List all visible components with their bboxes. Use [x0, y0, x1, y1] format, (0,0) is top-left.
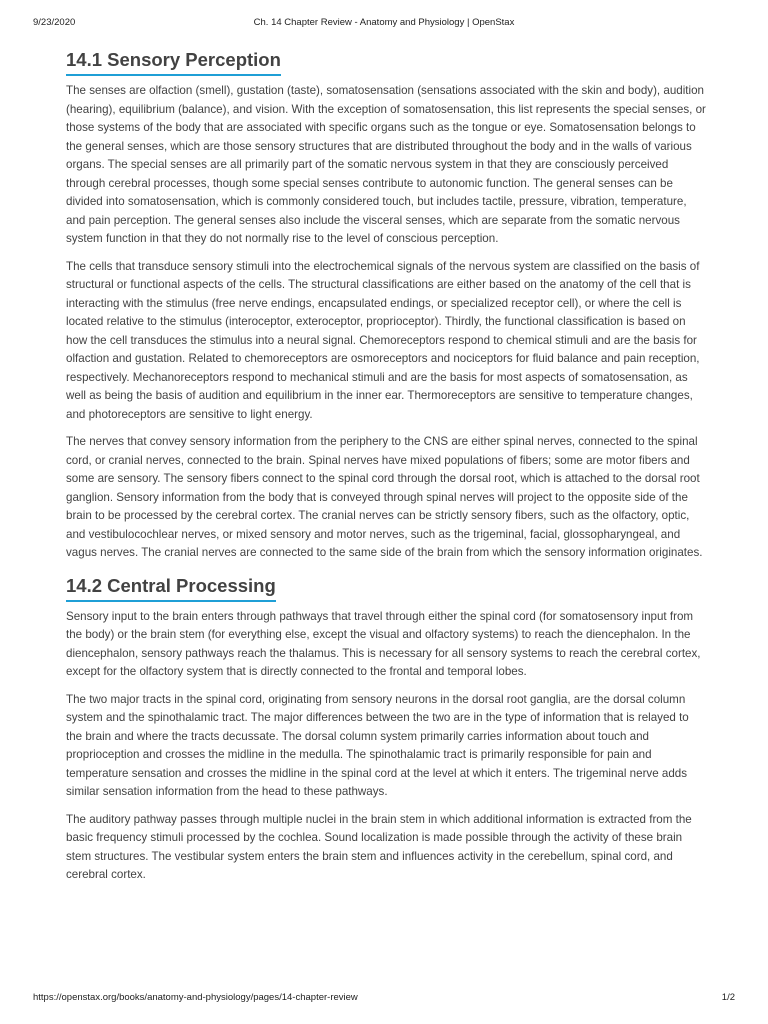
print-document-title: Ch. 14 Chapter Review - Anatomy and Physiology | OpenStax: [253, 17, 515, 28]
section-sensory-perception: [66, 47, 706, 563]
section-heading-link[interactable]: 14.1 Sensory Perception: [66, 47, 281, 76]
section-heading: [66, 47, 706, 76]
print-footer: [33, 992, 735, 1006]
page-number: 1/2: [721, 992, 735, 1003]
paragraph: The nerves that convey sensory information from the periphery to the CNS are either spinal nerves, connected to the spinal cord, or cranial nerves, connected to the brain. Spinal nerves have mixed populations of fibers; some are motor fibers and some are sensory. The sensory fibers connect to the spinal cord through the dorsal root, which is attached to the dorsal root ganglion. Sensory information from the body that is conveyed through spinal nerves will project to the opposite side of the brain to be processed by the cerebral cortex. The cranial nerves can be strictly sensory fibers, such as the olfactory, optic, and vestibulocochlear nerves, or mixed sensory and motor nerves, such as the trigeminal, facial, glossopharyngeal, and vagus nerves. The cranial nerves are connected to the same side of the brain from which the sensory information originates.: [66, 435, 703, 559]
paragraph: The two major tracts in the spinal cord, originating from sensory neurons in the dorsal root ganglia, are the dorsal column system and the spinothalamic tract. The major differences between the two are in the type of information that is relayed to the brain and where the tracts decussate. The dorsal column system primarily carries information about touch and proprioception and crosses the midline in the medulla. The spinothalamic tract is primarily responsible for pain and temperature sensation and crosses the midline in the spinal cord at the level at which it enters. The trigeminal nerve adds similar sensation information from the head to these pathways.: [66, 692, 689, 798]
section-heading: [66, 573, 706, 602]
paragraph: The auditory pathway passes through multiple nuclei in the brain stem in which additional information is extracted from the basic frequency stimuli processed by the cochlea. Sound localization is made possible through the activity of these brain stem structures. The vestibular system enters the brain stem and influences activity in the cerebellum, spinal cord, and cerebral cortex.: [66, 812, 692, 881]
paragraph: Sensory input to the brain enters through pathways that travel through either the spinal cord (for somatosensory input from the body) or the brain stem (for everything else, except the visual and olfactory systems) to reach the diencephalon. In the diencephalon, sensory pathways reach the thalamus. This is necessary for all sensory systems to reach the cerebral cortex, except for the olfactory system that is directly connected to the frontal and temporal lobes.: [66, 609, 701, 678]
page-url: https://openstax.org/books/anatomy-and-physiology/pages/14-chapter-review: [33, 992, 358, 1003]
chapter-review-content: [66, 47, 706, 885]
paragraph: The senses are olfaction (smell), gustation (taste), somatosensation (sensations associated with the skin and body), audition (hearing), equilibrium (balance), and vision. With the exception of somatosensation, this list represents the special senses, or those systems of the body that are associated with specific organs such as the tongue or eye. Somatosensation belongs to the general senses, which are those sensory structures that are distributed throughout the body and in the walls of various organs. The special senses are all primarily part of the somatic nervous system in that they are consciously perceived through cerebral processes, though some special senses contribute to autonomic function. The general senses can be divided into somatosensation, which is commonly considered touch, but includes tactile, pressure, vibration, temperature, and pain perception. The general senses also include the visceral senses, which are separate from the somatic nervous system function in that they do not normally rise to the level of conscious perception.: [66, 84, 706, 245]
print-header: [33, 17, 735, 31]
section-central-processing: [66, 573, 706, 885]
section-heading-link[interactable]: 14.2 Central Processing: [66, 573, 276, 602]
paragraph: The cells that transduce sensory stimuli into the electrochemical signals of the nervous system are classified on the basis of structural or functional aspects of the cells. The structural classifications are either based on the anatomy of the cell that is interacting with the stimulus (free nerve endings, encapsulated endings, or specialized receptor cell), or where the cell is located relative to the stimulus (interoceptor, exteroceptor, proprioceptor). Thirdly, the functional classification is based on how the cell transduces the stimulus into a neural signal. Chemoreceptors respond to chemical stimuli and are the basis for olfaction and gustation. Related to chemoreceptors are osmoreceptors and nociceptors for fluid balance and pain reception, respectively. Mechanoreceptors respond to mechanical stimuli and are the basis for most aspects of somatosensation, as well as being the basis of audition and equilibrium in the inner ear. Thermoreceptors are sensitive to temperature changes, and photoreceptors are sensitive to light energy.: [66, 259, 700, 421]
print-date: 9/23/2020: [33, 17, 76, 28]
